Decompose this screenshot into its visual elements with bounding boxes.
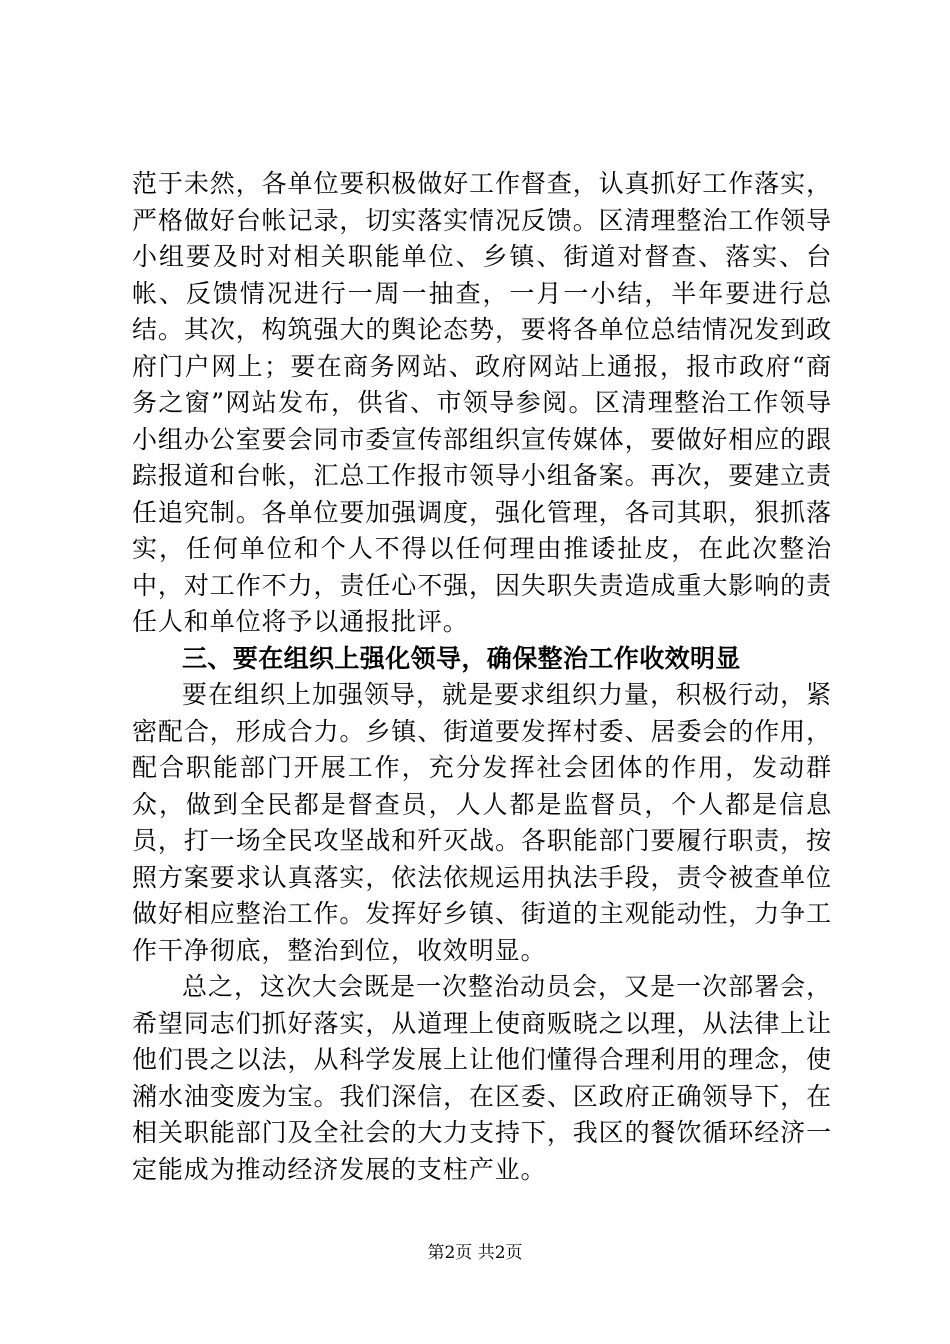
paragraph-continued: 范于未然，各单位要积极做好工作督查，认真抓好工作落实，严格做好台帐记录，切实落实情况反馈。区清理整治工作领导小组要及时对相关职能单位、乡镇、街道对督查、落实、台帐、反馈情况进行一周一抽查，一月一小结，半年要进行总结。其次，构筑强大的舆论态势，要将各单位总结情况发到政府门户网上；要在商务网站、政府网站上通报，报市政府“商务之窗”网站发布，供省、市领导参阅。区清理整治工作领导小组办公室要会同市委宣传部组织宣传媒体，要做好相应的跟踪报道和台帐，汇总工作报市领导小组备案。再次，要建立责任追究制。各单位要加强调度，强化管理，各司其职，狠抓落实，任何单位和个人不得以任何理由推诿扯皮，在此次整治中，对工作不力，责任心不强，因失职失责造成重大影响的责任人和单位将予以通报批评。 (132, 169, 832, 636)
section-heading-3: 三、要在组织上强化领导，确保整治工作收效明显 (182, 643, 741, 673)
page-number-footer: 第2页 共2页 (427, 1243, 523, 1263)
paragraph-organization: 要在组织上加强领导，就是要求组织力量，积极行动，紧密配合，形成合力。乡镇、街道要发挥村委、居委会的作用，配合职能部门开展工作，充分发挥社会团体的作用，发动群众，做到全民都是督查员，人人都是监督员，个人都是信息员，打一场全民攻坚战和歼灭战。各职能部门要履行职责，按照方案要求认真落实，依法依规运用执法手段，责令被查单位做好相应整治工作。发挥好乡镇、街道的主观能动性，力争工作干净彻底，整治到位，收效明显。 (132, 680, 832, 965)
paragraph-conclusion: 总之，这次大会既是一次整治动员会，又是一次部署会，希望同志们抓好落实，从道理上使商贩晓之以理，从法律上让他们畏之以法，从科学发展上让他们懂得合理利用的理念，使潲水油变废为宝。我们深信，在区委、区政府正确领导下，在相关职能部门及全社会的大力支持下，我区的餐饮循环经济一定能成为推动经济发展的支柱产业。 (132, 972, 832, 1184)
document-body (132, 166, 832, 1188)
